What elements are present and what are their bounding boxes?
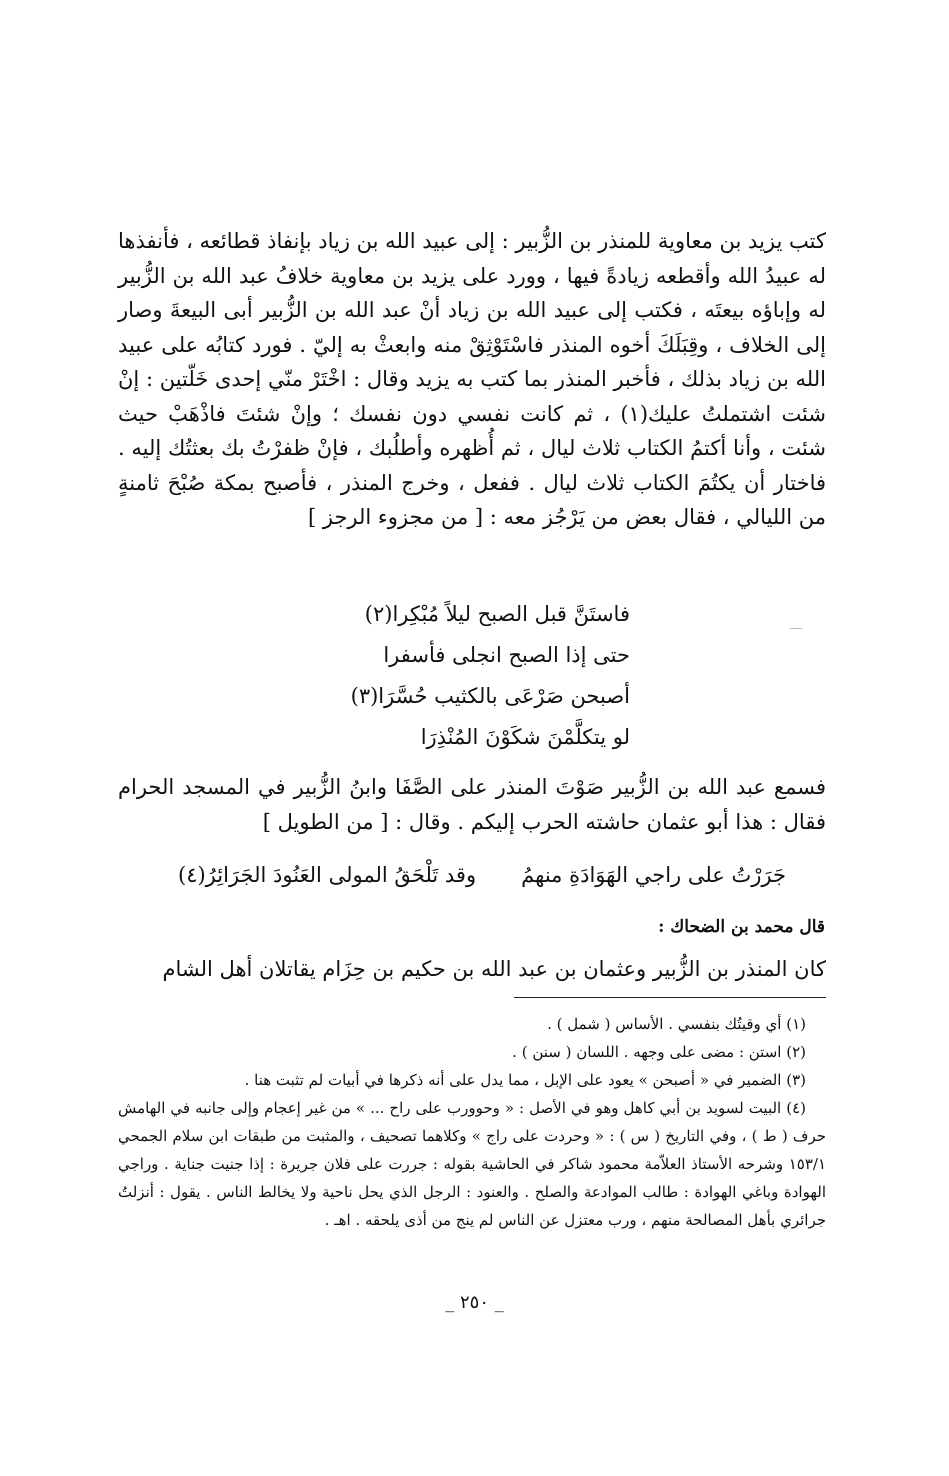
margin-mark xyxy=(790,628,802,629)
footnote: (٤) البيت لسويد بن أبي كاهل وهو في الأصل : « وحوورب على راح ... » من غير إعجام وإلى جانبه في الهامش حرف ( ط ) ، وفي التاريخ ( س ) : « وحردت على راج » وكلاهما تصحيف ، والمثبت من طبقات ابن سلام الجمحي ١٥٣/١ وشرحه الأستاذ العلاّمة محمود شاكر في الحاشية بقوله : جررت على فلان جريرة : إذا جنيت جناية . وراجي الهوادة وباغي الهوادة : طالب الموادعة والصلح . والعنود : الرجل الذي يحل ناحية ولا يخالط الناس . يقول : أنزلتُ جرائري بأهل المصالحة منهم ، ورب معتزل عن الناس لم ينج من أذى يلحقه . اهـ . xyxy=(118,1099,826,1229)
footnotes xyxy=(118,1010,826,1234)
footnote: (١) أي وقيتُك بنفسي . الأساس ( شمل ) . xyxy=(547,1015,806,1033)
main-paragraph: كتب يزيد بن معاوية للمنذر بن الزُّبير : إلى عبيد الله بن زياد بإنفاذ قطائعه ، فأنفذها له عبيدُ الله وأقطعه زيادةً فيها ، وورد على يزيد بن معاوية خلافُ عبد الله بن الزُّبير له وإباؤه بيعتَه ، فكتب إلى عبيد الله بن زياد أنْ عبد الله بن الزُّبير أبى البيعةَ وصار إلى الخلاف ، وقِبَلَكَ أخوه المنذر فاسْتَوْثِقْ منه وابعثْ به إليّ . فورد كتابُه على عبيد الله بن زياد بذلك ، فأخبر المنذر بما كتب به يزيد وقال : اخْتَرْ منّي إحدى خَلّتين : إنْ شئت اشتملتُ عليك(١) ، ثم كانت نفسي دون نفسك ؛ وإنْ شئتَ فاذْهَبْ حيث شئت ، وأنا أكتمُ الكتاب ثلاث ليال ، ثم أُظهره وأطلُبك ، فإنْ ظفرْتُ بك بعثتُك إليه . فاختار أن يكتُمَ الكتاب ثلاث ليال . ففعل ، وخرج المنذر ، فأصبح بمكة صُبْحَ ثامنةٍ من الليالي ، فقال بعض من يَرْجُز معه : [ من مجزوء الرجز ] xyxy=(118,229,826,529)
poem-line: حتى إذا الصبح انجلى فأسفرا xyxy=(383,643,630,667)
section-heading: قال محمد بن الضحاك : xyxy=(658,917,825,937)
footnote: (٢) استن : مضى على وجهه . اللسان ( سنن ) . xyxy=(512,1043,806,1061)
page-number: _ ٢٥٠ _ xyxy=(445,1292,504,1313)
rajaz-poem xyxy=(290,594,630,758)
poem-line: فاستَنَّ قبل الصبح ليلاً مُبْكِرا(٢) xyxy=(364,602,630,626)
second-paragraph: فسمع عبد الله بن الزُّبير صَوْتَ المنذر على الصَّفَا وابنُ الزُّبير في المسجد الحرام فقال : هذا أبو عثمان حاشته الحرب إليكم . وقال : [ من الطويل ] xyxy=(118,775,826,834)
tawil-verse xyxy=(118,855,826,895)
poem-line: أصبحن صَرْعَى بالكثيب حُسَّرَا(٣) xyxy=(350,684,630,708)
verse-second-hemistich: وقد تَلْحَقُ المولى العَنُودَ الجَرَائِرُ(٤) xyxy=(178,863,477,887)
footnote-divider xyxy=(514,997,826,998)
footnote: (٣) الضمير في « أصبحن » يعود على الإبل ، مما يدل على أنه ذكرها في أبيات لم تثبت هنا . xyxy=(244,1071,806,1089)
third-paragraph: كان المنذر بن الزُّبير وعثمان بن عبد الله بن حكيم بن حِزَام يقاتلان أهل الشام xyxy=(162,957,826,981)
poem-line: لو يتكلَّمْنَ شكَوْنَ المُنْذِرَا xyxy=(420,725,630,749)
verse-first-hemistich: جَرَرْتُ على راجي الهَوَادَةِ منهمُ xyxy=(521,863,786,887)
